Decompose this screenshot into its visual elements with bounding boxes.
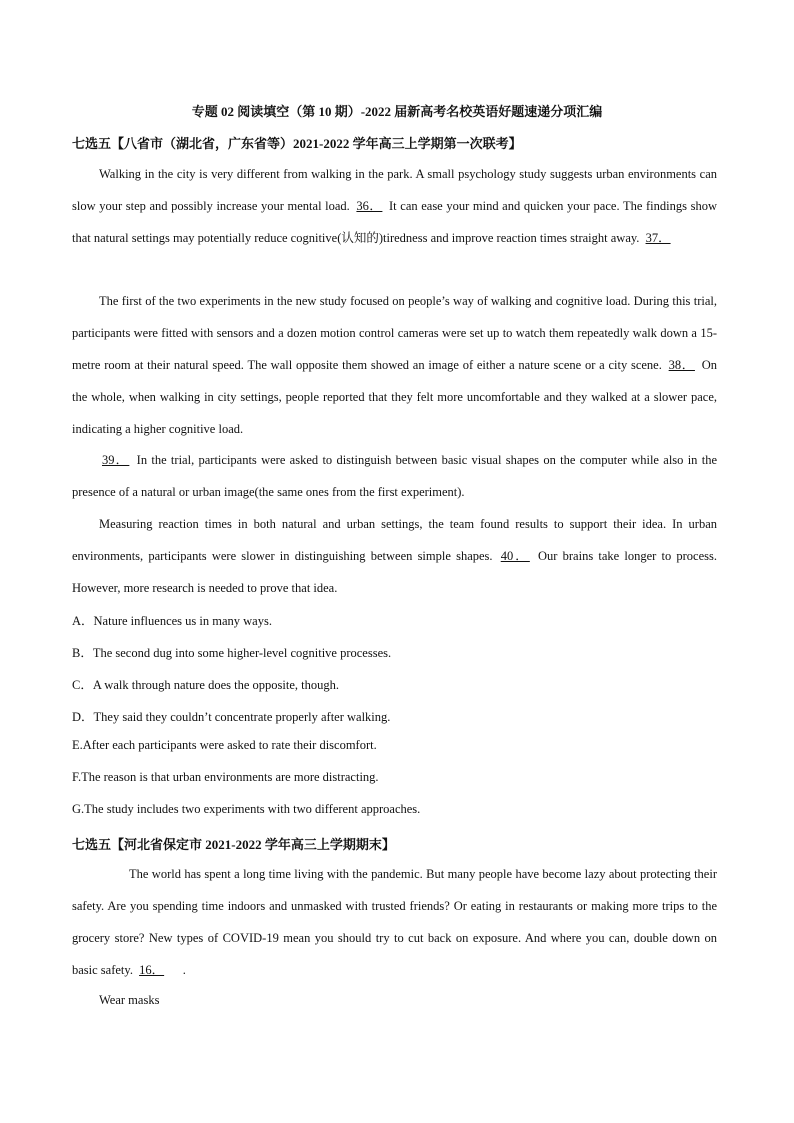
paragraph-text: On the whole, when walking in city settings, people reported that they felt more uncomfortable and they walked at a slower pace, indicating a higher cognitive load. xyxy=(72,358,717,436)
blank-36: 36． xyxy=(356,199,383,213)
option-b: B．The second dug into some higher-level cognitive processes. xyxy=(72,646,392,660)
paragraph-text: The first of the two experiments in the new study focused on people’s way of walking and cognitive load. During this trial, participants were fitted with sensors and a dozen motion control cameras were set up to watch them repeatedly walk down a 15-metre room at their natural speed. The wall opposite them showed an image of either a nature scene or a city scene. xyxy=(72,294,717,372)
option-e: E.After each participants were asked to rate their discomfort. xyxy=(72,738,377,752)
option-f: F.The reason is that urban environments are more distracting. xyxy=(72,770,379,784)
blank-37: 37． xyxy=(645,231,671,245)
paragraph-text: In the trial, participants were asked to distinguish between basic visual shapes on the computer while also in the presence of a natural or urban image(the same ones from the first experiment). xyxy=(72,453,717,499)
paragraph-5 xyxy=(72,858,717,986)
paragraph-text: Measuring reaction times in both natural and urban settings, the team found results to support their idea. In urban environments, participants were slower in distinguishing between simple shapes. xyxy=(72,517,717,563)
paragraph-4 xyxy=(72,508,717,604)
option-g: G.The study includes two experiments with two different approaches. xyxy=(72,802,421,816)
subheading-wear-masks: Wear masks xyxy=(99,993,160,1007)
document-title: 专题 02 阅读填空（第 10 期）-2022 届新高考名校英语好题速递分项汇编 xyxy=(191,104,603,119)
option-c: C．A walk through nature does the opposite, though. xyxy=(72,678,339,692)
blank-38: 38． xyxy=(668,358,695,372)
section-heading-1: 七选五【八省市（湖北省，广东省等）2021-2022 学年高三上学期第一次联考】 xyxy=(72,136,522,151)
blank-39: 39． xyxy=(102,453,130,467)
option-a: A．Nature influences us in many ways. xyxy=(72,614,272,628)
paragraph-text: Walking in the city is very different from walking in the park. A small psychology study suggests urban environments can slow your step and possibly increase your mental load. xyxy=(72,167,717,213)
option-d: D．They said they couldn’t concentrate properly after walking. xyxy=(72,710,391,724)
paragraph-text: The world has spent a long time living with the pandemic. But many people have become lazy about protecting their safety. Are you spending time indoors and unmasked with trusted friends? Or eating in restaurants or making more trips to the grocery store? New types of COVID-19 mean you should try to cut back on exposure. And where you can, double down on basic safety. xyxy=(72,867,717,977)
paragraph-3 xyxy=(72,444,717,508)
blank-40: 40． xyxy=(500,549,530,563)
paragraph-2 xyxy=(72,285,717,445)
paragraph-text: . xyxy=(167,963,186,977)
section-heading-2: 七选五【河北省保定市 2021-2022 学年高三上学期期末】 xyxy=(72,837,395,852)
paragraph-text: Our brains take longer to process. However, more research is needed to prove that idea. xyxy=(72,549,718,595)
blank-16: 16． xyxy=(139,963,165,977)
paragraph-text: It can ease your mind and quicken your pace. The findings show that natural settings may potentially reduce cognitive(认知的)tiredness and improve reaction times straight away. xyxy=(72,199,717,245)
paragraph-1 xyxy=(72,158,717,254)
